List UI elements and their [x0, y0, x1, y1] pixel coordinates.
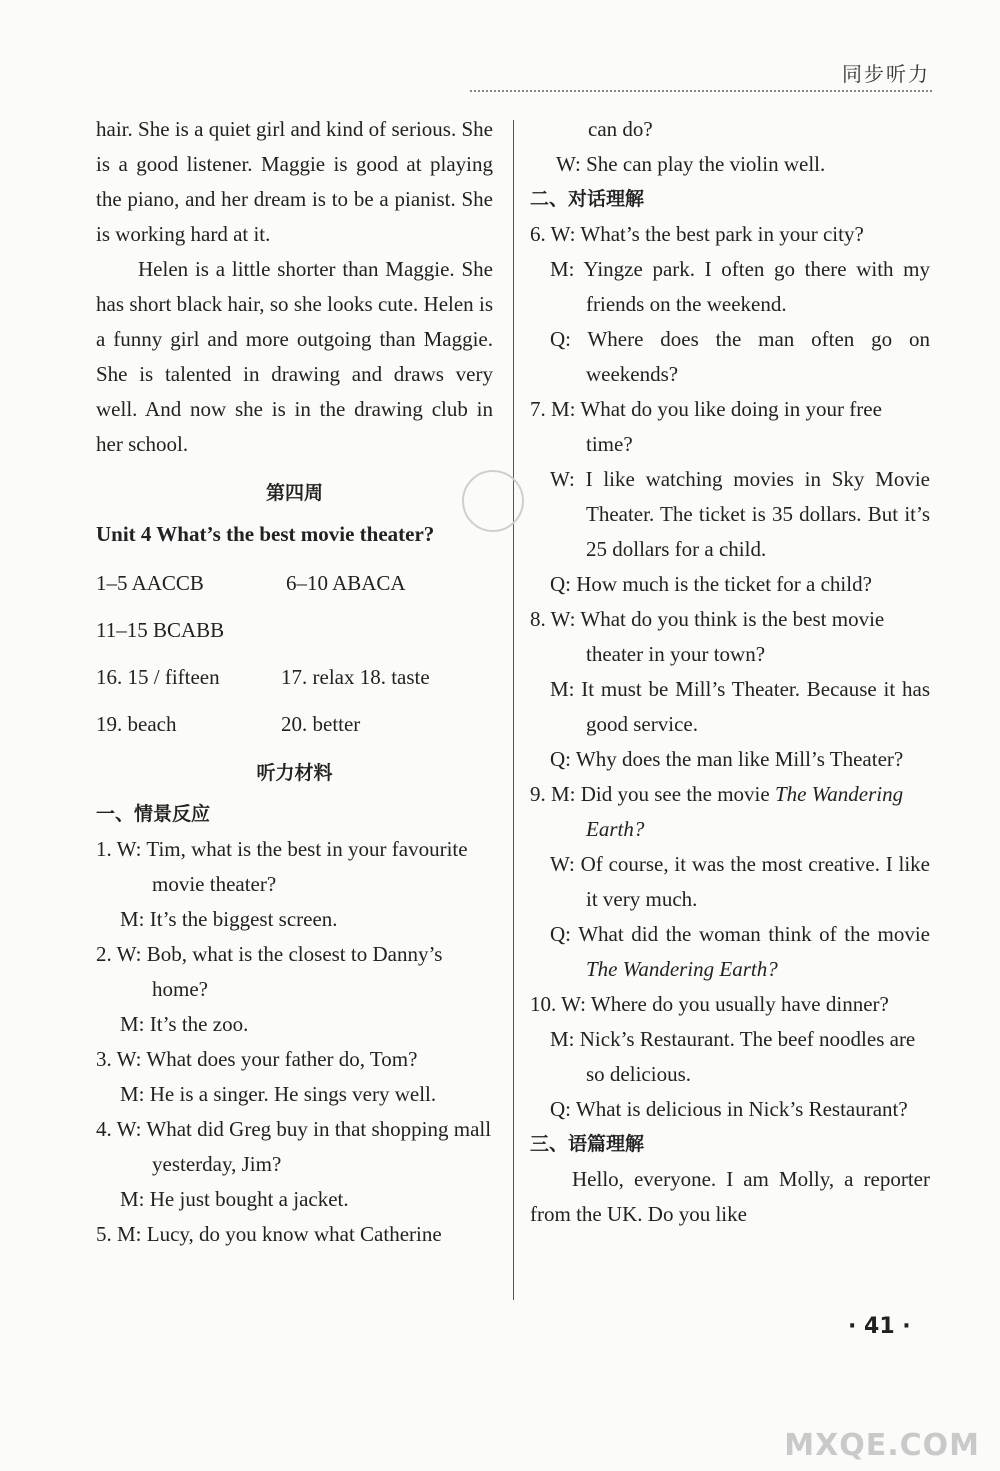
- movie-title: The Wandering Earth?: [586, 957, 778, 981]
- dialogue-line: M: It must be Mill’s Theater. Because it has good service.: [550, 677, 930, 736]
- answer-row: [96, 707, 493, 742]
- answer-17-18: 17. relax 18. taste: [281, 665, 430, 689]
- dialogue-line: M: He is a singer. He sings very well.: [120, 1082, 437, 1106]
- passage-text: Hello, everyone. I am Molly, a reporter from the UK. Do you like: [530, 1167, 930, 1226]
- dialogue-line: W: She can play the violin well.: [556, 152, 826, 176]
- dialogue-line: M: Yingze park. I often go there with my friends on the weekend.: [550, 257, 930, 316]
- dialogue-line: 6. W: What’s the best park in your city?: [530, 222, 864, 246]
- dialogue-line: Q: How much is the ticket for a child?: [550, 572, 872, 596]
- unit-title: Unit 4 What’s the best movie theater?: [96, 522, 435, 546]
- dialogue-line: M: It’s the zoo.: [120, 1012, 249, 1036]
- dialogue-line: W: Of course, it was the most creative. I like it very much.: [550, 852, 930, 911]
- dialogue-text: Q: What did the woman think of the movie: [550, 922, 930, 946]
- dialogue-line: can do?: [588, 117, 653, 141]
- answer-16: 16. 15 / fifteen: [96, 665, 220, 689]
- answer-11-15: 11–15 BCABB: [96, 618, 225, 642]
- dialogue-text: 9. M: Did you see the movie: [530, 782, 775, 806]
- answer-1-5: 1–5 AACCB: [96, 571, 204, 595]
- page-number: · 41 ·: [848, 1314, 911, 1339]
- dialogue-line: M: It’s the biggest screen.: [120, 907, 338, 931]
- dialogue-line: [530, 917, 930, 987]
- left-column: [96, 112, 493, 1252]
- section-heading: 三、语篇理解: [530, 1133, 645, 1155]
- dialogue-line: 1. W: Tim, what is the best in your favourite movie theater?: [96, 837, 468, 896]
- dialogue-line: Q: Why does the man like Mill’s Theater?: [550, 747, 904, 771]
- header-rule: [470, 90, 932, 92]
- header-title: 同步听力: [842, 62, 930, 86]
- dialogue-line: 3. W: What does your father do, Tom?: [96, 1047, 418, 1071]
- dialogue-line: 4. W: What did Greg buy in that shopping mall yesterday, Jim?: [96, 1117, 492, 1176]
- dialogue-line: 10. W: Where do you usually have dinner?: [530, 992, 889, 1016]
- answer-19: 19. beach: [96, 712, 177, 736]
- materials-heading: 听力材料: [256, 762, 333, 784]
- watermark: MXQE.COM: [784, 1428, 980, 1463]
- section-heading: 一、情景反应: [96, 803, 211, 825]
- dialogue-line: 5. M: Lucy, do you know what Catherine: [96, 1222, 442, 1246]
- right-column: [530, 112, 930, 1232]
- dialogue-line: Q: Where does the man often go on weekends?: [550, 327, 930, 386]
- dialogue-line: 2. W: Bob, what is the closest to Danny’s home?: [96, 942, 443, 1001]
- week-heading: 第四周: [265, 482, 323, 504]
- paragraph-maggie: hair. She is a quiet girl and kind of serious. She is a good listener. Maggie is good at playing the piano, and her dream is to be a pianist. She is working hard at it.: [96, 117, 493, 246]
- dialogue-line: 7. M: What do you like doing in your free time?: [530, 397, 882, 456]
- answer-row: [96, 613, 493, 648]
- column-divider: [513, 120, 514, 1300]
- answer-row: [96, 660, 493, 695]
- section-heading: 二、对话理解: [530, 188, 645, 210]
- answer-20: 20. better: [281, 712, 361, 736]
- dialogue-line: W: I like watching movies in Sky Movie Theater. The ticket is 35 dollars. But it’s 25 dollars for a child.: [550, 467, 930, 561]
- dialogue-line: M: Nick’s Restaurant. The beef noodles are so delicious.: [550, 1027, 916, 1086]
- dialogue-line: Q: What is delicious in Nick’s Restaurant?: [550, 1097, 908, 1121]
- paragraph-helen: Helen is a little shorter than Maggie. She has short black hair, so she looks cute. Helen is a funny girl and more outgoing than Maggie. She is talented in drawing and draws very well. And now she is in the drawing club in her school.: [96, 257, 493, 456]
- answer-row: [96, 566, 493, 601]
- dialogue-line: [530, 777, 930, 847]
- dialogue-line: M: He just bought a jacket.: [120, 1187, 349, 1211]
- dialogue-line: 8. W: What do you think is the best movie theater in your town?: [530, 607, 885, 666]
- answer-6-10: 6–10 ABACA: [286, 571, 406, 595]
- movie-title: The Wandering Earth?: [586, 782, 904, 841]
